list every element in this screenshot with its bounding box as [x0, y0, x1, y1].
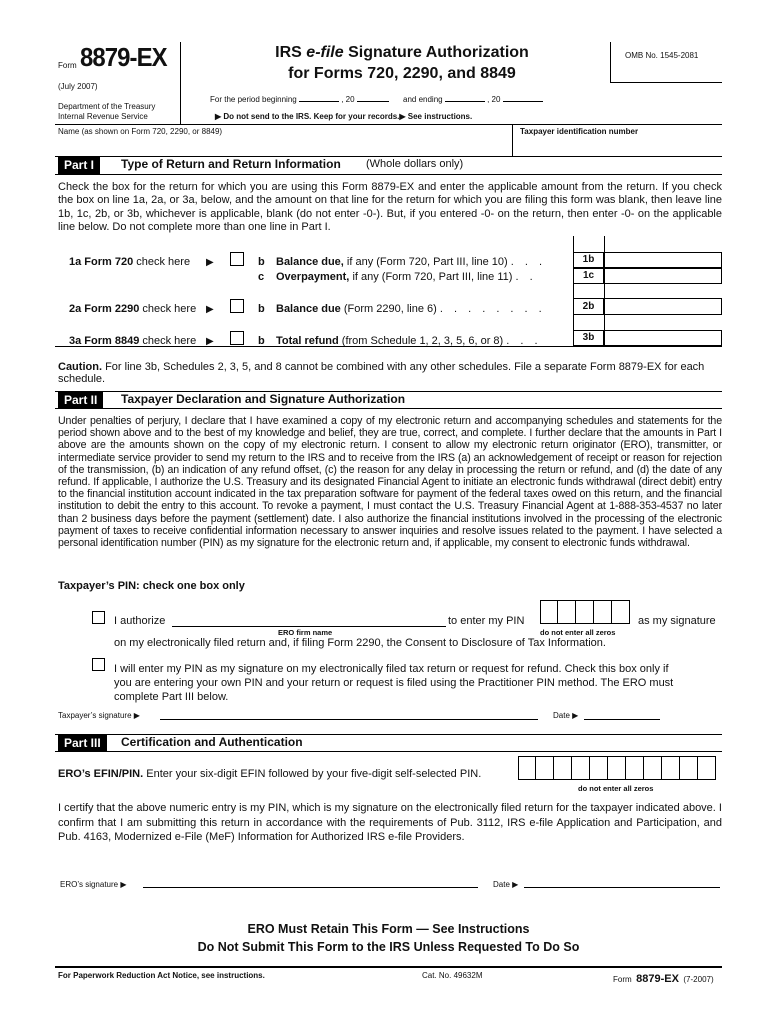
footer-form-id: Form 8879-EX (7-2007): [613, 973, 714, 985]
ero-firm-name-caption: ERO firm name: [278, 628, 333, 637]
taxpayer-pin-field[interactable]: [540, 600, 630, 624]
ero-signature-field[interactable]: [143, 887, 478, 888]
checkbox-self-pin[interactable]: [92, 658, 105, 671]
line-1c-label: Overpayment, if any (Form 720, Part III, line 11) . .: [276, 271, 537, 283]
line-1a-label: 1a Form 720 check here: [69, 256, 191, 268]
dept-line1: Department of the Treasury: [58, 102, 156, 111]
line-3b-label: Total refund (from Schedule 1, 2, 3, 5, 6, or 8) . . .: [276, 335, 542, 347]
name-label: Name (as shown on Form 720, 2290, or 8849): [58, 127, 223, 136]
part1-title: Type of Return and Return Information: [121, 157, 341, 171]
arrow-icon: ▶: [206, 257, 214, 268]
declaration-text: Under penalties of perjury, I declare that I have examined a copy of my electronic return and accompanying schedules and statements for the period shown above and to the best of my knowledge and belief, they are true, correct, and complete. I further declare that the amounts in Part I above are the amounts shown on the copy of my electronic return. I consent to allow my electronic return originator (ERO), transmitter, or intermediate service provider to send my return to the IRS and to receive from the IRS (a) an acknowledgement of receipt or reason for rejection of the transmission, (b) an indication of any refund offset, (c) the reason for any delay in processing the return or refund, and (d) the date of any refund. If applicable, I authorize the U.S. Treasury and its designated Financial Agent to initiate an electronic funds withdrawal (direct debit) entry to the financial institution account indicated in the tax preparation software for payment of the federal taxes owed on this return, and the financial institution to debit the entry to this account. To revoke a payment, I must contact the U.S. Treasury Financial Agent at 1-888-353-4537 no later than 2 business days before the payment (settlement) date. I also authorize the financial institutions involved in the processing of the electronic payment of taxes to receive confidential information necessary to answer inquiries and resolve issues related to the payment. I have selected a personal identification number (PIN) as my signature for the electronic return and, if applicable, my consent to electronic funds withdrawal.: [58, 415, 722, 550]
ero-efin-pin-field[interactable]: [518, 756, 716, 780]
enter-pin-text: to enter my PIN: [448, 615, 525, 627]
line-1b-label: Balance due, if any (Form 720, Part III, line 10) . . .: [276, 256, 547, 268]
part1-instructions: Check the box for the return for which you are using this Form 8879-EX and enter the applicable amount from the return. If you check the box on line 1a, 2a, or 3a, below, and the amount on that line for the return for which you are filing this form was blank, then leave line 1b, 1c, 2b, or 3b, whichever is applicable, blank (do not enter -0-). But, if you entered -0- on the return, then enter -0- on the applicable line below. Do not complete more than one line in Part I.: [58, 181, 722, 234]
line-2a-label: 2a Form 2290 check here: [69, 303, 197, 315]
caution-note: Caution. For line 3b, Schedules 2, 3, 5, and 8 cannot be combined with any other schedules. File a separate Form 8879-EX for each schedule.: [58, 361, 705, 385]
form-title-line2: for Forms 720, 2290, and 8849: [288, 65, 516, 82]
form-number: 8879-EX: [80, 42, 167, 72]
checkbox-3a[interactable]: [230, 331, 244, 345]
box-3b-label: 3b: [573, 330, 604, 346]
line-3b-letter: b: [258, 335, 265, 347]
taxpayer-signature-field[interactable]: [160, 719, 538, 720]
line-2b-letter: b: [258, 303, 265, 315]
form-prefix: Form: [58, 61, 77, 70]
taxpayer-date-label: Date ▶: [553, 711, 579, 720]
retain-notice: ERO Must Retain This Form — See Instructions: [247, 922, 530, 936]
line-1c-letter: c: [258, 271, 265, 283]
paperwork-notice: For Paperwork Reduction Act Notice, see instructions.: [58, 971, 265, 980]
period-begin-year-field[interactable]: [357, 101, 389, 102]
name-field[interactable]: [58, 138, 508, 154]
ero-certification-text: I certify that the above numeric entry is my PIN, which is my signature on the electronically filed return for the taxpayer indicated above. I confirm that I am submitting this return in accordance with the requirements of Pub. 3112, IRS e-file Application and Participation, and Pub. 4163, Modernized e-File (MeF) Information for Authorized IRS e-file Providers.: [58, 802, 722, 843]
box-1c-label: 1c: [573, 268, 604, 284]
ero-date-label: Date ▶: [493, 880, 519, 889]
checkbox-authorize-ero[interactable]: [92, 611, 105, 624]
part1-label: Part I: [58, 157, 100, 174]
arrow-icon: ▶: [206, 304, 214, 315]
form-title-line1: IRS e-file Signature Authorization: [275, 44, 529, 61]
line-3a-label: 3a Form 8849 check here: [69, 335, 197, 347]
part2-label: Part II: [58, 392, 103, 409]
part3-label: Part III: [58, 735, 107, 752]
efin-no-zeros-caption: do not enter all zeros: [578, 784, 654, 793]
ero-firm-name-field[interactable]: [172, 626, 446, 627]
ero-signature-label: ERO’s signature ▶: [60, 880, 127, 889]
line-1b-letter: b: [258, 256, 265, 268]
pin-heading: Taxpayer’s PIN: check one box only: [58, 580, 245, 592]
taxpayer-date-field[interactable]: [584, 719, 660, 720]
tin-field[interactable]: [520, 138, 718, 154]
period-begin-field[interactable]: [299, 101, 339, 102]
omb-number: OMB No. 1545-2081: [625, 51, 699, 60]
authorize-text-line2: on my electronically filed return and, if filing Form 2290, the Consent to Disclosure of Tax Information.: [114, 637, 606, 649]
box-1b-label: 1b: [573, 252, 604, 268]
amount-field-3b[interactable]: [604, 330, 722, 346]
catalog-number: Cat. No. 49632M: [422, 971, 483, 980]
dept-line2: Internal Revenue Service: [58, 112, 148, 121]
amount-field-1b[interactable]: [604, 252, 722, 268]
tax-period-line: For the period beginning , 20 and ending , 20: [210, 95, 543, 104]
amount-field-1c[interactable]: [604, 268, 722, 284]
period-end-year-field[interactable]: [503, 101, 543, 102]
arrow-icon: ▶: [206, 336, 214, 347]
line-2b-label: Balance due (Form 2290, line 6) . . . . . . . .: [276, 303, 546, 315]
box-2b-label: 2b: [573, 298, 604, 315]
tin-label: Taxpayer identification number: [520, 127, 639, 136]
do-not-send-notice: ▶ Do not send to the IRS. Keep for your records.▶ See instructions.: [215, 112, 473, 121]
do-not-submit-notice: Do Not Submit This Form to the IRS Unless Requested To Do So: [197, 940, 580, 954]
authorize-text: I authorize: [114, 615, 166, 627]
efin-pin-instruction: ERO’s EFIN/PIN. Enter your six-digit EFIN followed by your five-digit self-selected PIN.: [58, 768, 482, 780]
self-pin-text: I will enter my PIN as my signature on my electronically filed tax return or request for refund. Check this box only if you are entering your own PIN and your return or request is filed using the Practitioner PIN method. The ERO must complete Part III below.: [114, 663, 674, 703]
part3-title: Certification and Authentication: [121, 735, 303, 749]
part1-title-note: (Whole dollars only): [366, 158, 464, 170]
as-signature-text: as my signature: [638, 615, 716, 627]
amount-field-2b[interactable]: [604, 298, 722, 315]
revision-date: (July 2007): [58, 82, 98, 91]
part2-title: Taxpayer Declaration and Signature Authorization: [121, 392, 406, 406]
taxpayer-signature-label: Taxpayer’s signature ▶: [58, 711, 140, 720]
ero-date-field[interactable]: [524, 887, 720, 888]
checkbox-2a[interactable]: [230, 299, 244, 313]
pin-no-zeros-caption: do not enter all zeros: [540, 628, 616, 637]
checkbox-1a[interactable]: [230, 252, 244, 266]
period-end-field[interactable]: [445, 101, 485, 102]
